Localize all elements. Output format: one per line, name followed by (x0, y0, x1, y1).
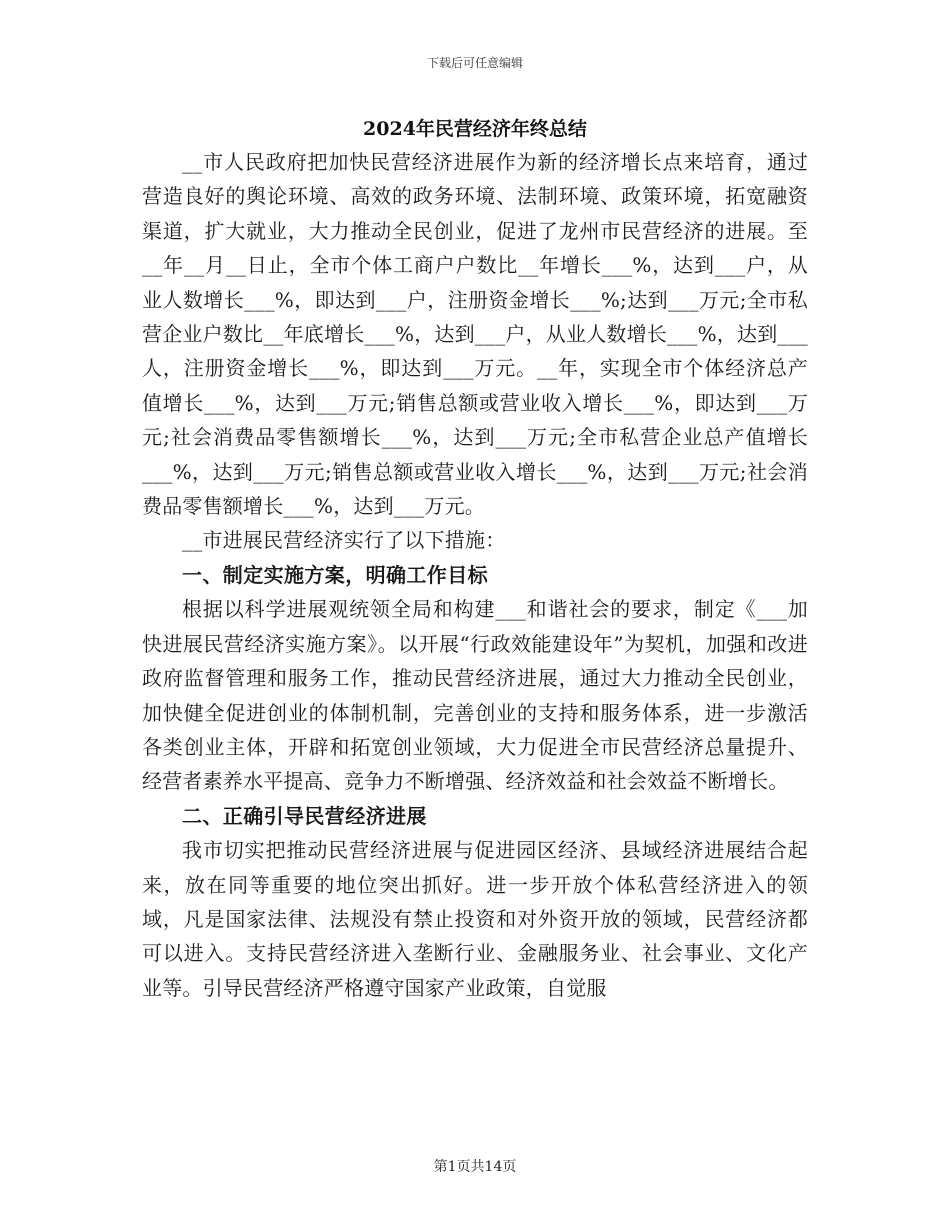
section-paragraph-1: 根据以科学进展观统领全局和构建___和谐社会的要求，制定《___加快进展民营经济实施方案》。以开展“行政效能建设年”为契机，加强和改进政府监督管理和服务工作，推动民营经济进展，通过大力推动全民创业，加快健全促进创业的体制机制，完善创业的支持和服务体系，进一步激活各类创业主体，开辟和拓宽创业领域，大力促进全市民营经济总量提升、经营者素养水平提高、竞争力不断增强、经济效益和社会效益不断增长。 (142, 597, 808, 794)
section-heading-2: 二、正确引导民营经济进展 (182, 803, 427, 828)
section-heading-1: 一、制定实施方案，明确工作目标 (182, 562, 488, 587)
section-paragraph-2: 我市切实把推动民营经济进展与促进园区经济、县域经济进展结合起来，放在同等重要的地位突出抓好。进一步开放个体私营经济进入的领域，凡是国家法律、法规没有禁止投资和对外资开放的领域，民营经济都可以进入。支持民营经济进入垄断行业、金融服务业、社会事业、文化产业等。引导民营经济严格遵守国家产业政策，自觉服 (142, 838, 808, 1000)
document-body (142, 145, 808, 1005)
header-note: 下载后可任意编辑 (426, 56, 523, 70)
page-number-footer: 第1页共14页 (433, 1159, 517, 1175)
document-title: 2024年民营经济年终总结 (363, 118, 587, 140)
intro-paragraph: __市人民政府把加快民营经济进展作为新的经济增长点来培育，通过营造良好的舆论环境、高效的政务环境、法制环境、政策环境，拓宽融资渠道，扩大就业，大力推动全民创业，促进了龙州市民营经济的进展。至__年__月__日止，全市个体工商户户数比__年增长___%，达到___户，从业人数增长___%，即达到___户，注册资金增长___%;达到___万元;全市私营企业户数比__年底增长___%，达到___户，从业人数增长___%，达到___人，注册资金增长___%，即达到___万元。__年，实现全市个体经济总产值增长___%，达到___万元;销售总额或营业收入增长___%，即达到___万元;社会消费品零售额增长___%，达到___万元;全市私营企业总产值增长___%，达到___万元;销售总额或营业收入增长___%，达到___万元;社会消费品零售额增长___%，达到___万元。 (142, 150, 809, 519)
measures-intro-paragraph: __市进展民营经济实行了以下措施： (182, 528, 506, 553)
